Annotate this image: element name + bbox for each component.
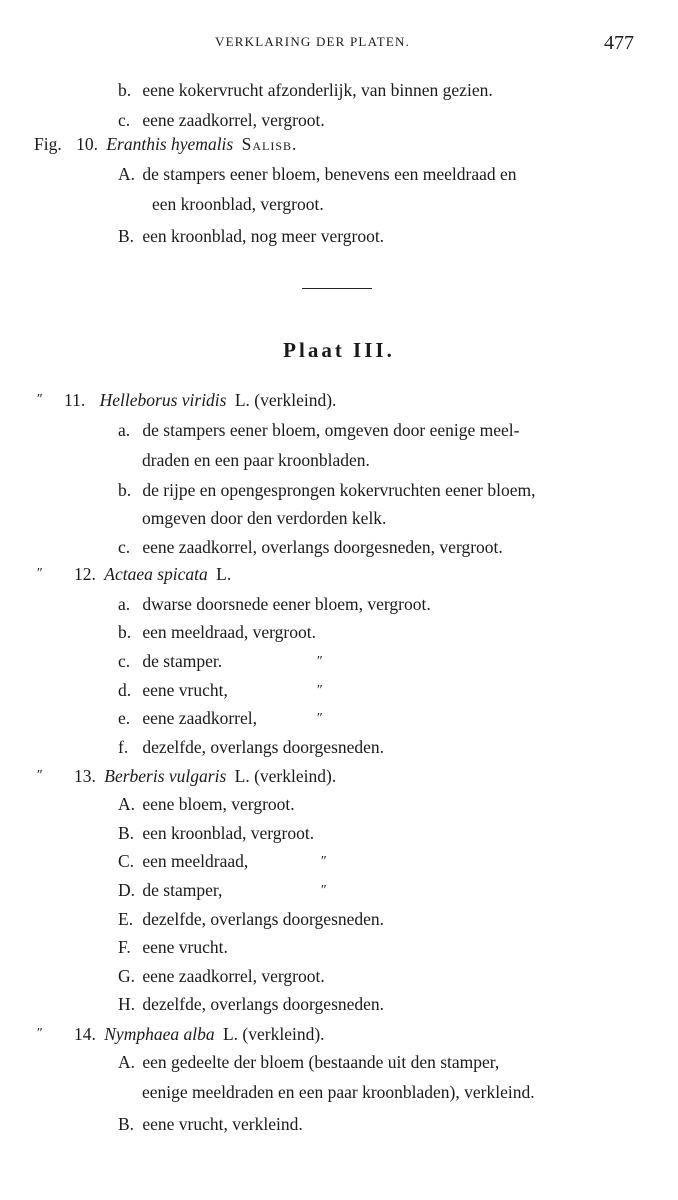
entry-B: B. eene vrucht, verkleind.: [118, 1114, 303, 1134]
entry-c: c. eene zaadkorrel, vergroot.: [118, 110, 325, 130]
entry-A: A. de stampers eener bloem, benevens een meeldraad en: [118, 164, 517, 184]
figure-13-title: 13. Berberis vulgaris L. (verkleind).: [74, 766, 337, 786]
ditto-mark: ″: [316, 654, 322, 669]
ditto-mark: ″: [316, 683, 322, 698]
ditto-mark: ″: [36, 392, 42, 407]
entry-b: b. de rijpe en opengesprongen kokervruchten eener bloem,: [118, 480, 536, 500]
entry-c: c. eene zaadkorrel, overlangs doorgesneden, vergroot.: [118, 537, 503, 557]
ditto-mark: ″: [36, 566, 42, 581]
page-number: 477: [604, 32, 634, 54]
ditto-mark: ″: [36, 1026, 42, 1041]
species-name: Eranthis hyemalis: [106, 134, 234, 154]
entry-F: F. eene vrucht.: [118, 937, 228, 957]
entry-a-continued: draden en een paar kroonbladen.: [142, 450, 370, 470]
entry-f: f. dezelfde, overlangs doorgesneden.: [118, 737, 385, 757]
entry-b: b. een meeldraad, vergroot.: [118, 622, 316, 642]
entry-A-continued: een kroonblad, vergroot.: [152, 194, 324, 214]
entry-b-continued: omgeven door den verdorden kelk.: [142, 508, 387, 528]
entry-a: a. de stampers eener bloem, omgeven door eenige meel-: [118, 420, 520, 440]
entry-d: d. eene vrucht,: [118, 680, 228, 700]
entry-e: e. eene zaadkorrel,: [118, 708, 258, 728]
entry-a: a. dwarse doorsnede eener bloem, vergroot.: [118, 594, 431, 614]
figure-14-title: 14. Nymphaea alba L. (verkleind).: [74, 1024, 325, 1044]
ditto-mark: ″: [36, 768, 42, 783]
species-name: Helleborus viridis: [99, 390, 227, 410]
entry-G: G. eene zaadkorrel, vergroot.: [118, 966, 325, 986]
page-header: [0, 34, 678, 58]
entry-C: C. een meeldraad,: [118, 851, 249, 871]
entry-B: B. een kroonblad, nog meer vergroot.: [118, 226, 385, 246]
entry-c: c. de stamper.: [118, 651, 223, 671]
species-name: Berberis vulgaris: [104, 766, 227, 786]
entry-b: b. eene kokervrucht afzonderlijk, van binnen gezien.: [118, 80, 493, 100]
ditto-mark: ″: [316, 711, 322, 726]
ditto-mark: ″: [320, 854, 326, 869]
entry-E: E. dezelfde, overlangs doorgesneden.: [118, 909, 385, 929]
entry-A: A. een gedeelte der bloem (bestaande uit den stamper,: [118, 1052, 500, 1072]
ditto-mark: ″: [320, 883, 326, 898]
figure-10-title: Fig. 10. Eranthis hyemalis Salisb.: [34, 134, 298, 154]
figure-12-title: 12. Actaea spicata L.: [74, 564, 232, 584]
entry-H: H. dezelfde, overlangs doorgesneden.: [118, 994, 385, 1014]
figure-11-title: 11. Helleborus viridis L. (verkleind).: [64, 390, 337, 410]
running-head: VERKLARING DER PLATEN.: [215, 34, 411, 49]
author-abbrev: Salisb.: [241, 134, 298, 154]
entry-D: D. de stamper,: [118, 880, 223, 900]
species-name: Nymphaea alba: [104, 1024, 215, 1044]
section-divider: [302, 288, 372, 289]
entry-B: B. een kroonblad, vergroot.: [118, 823, 315, 843]
entry-A: A. eene bloem, vergroot.: [118, 794, 295, 814]
entry-A-continued: eenige meeldraden en een paar kroonbladen), verkleind.: [142, 1082, 535, 1102]
species-name: Actaea spicata: [104, 564, 208, 584]
plate-heading: Plaat III.: [283, 338, 395, 362]
